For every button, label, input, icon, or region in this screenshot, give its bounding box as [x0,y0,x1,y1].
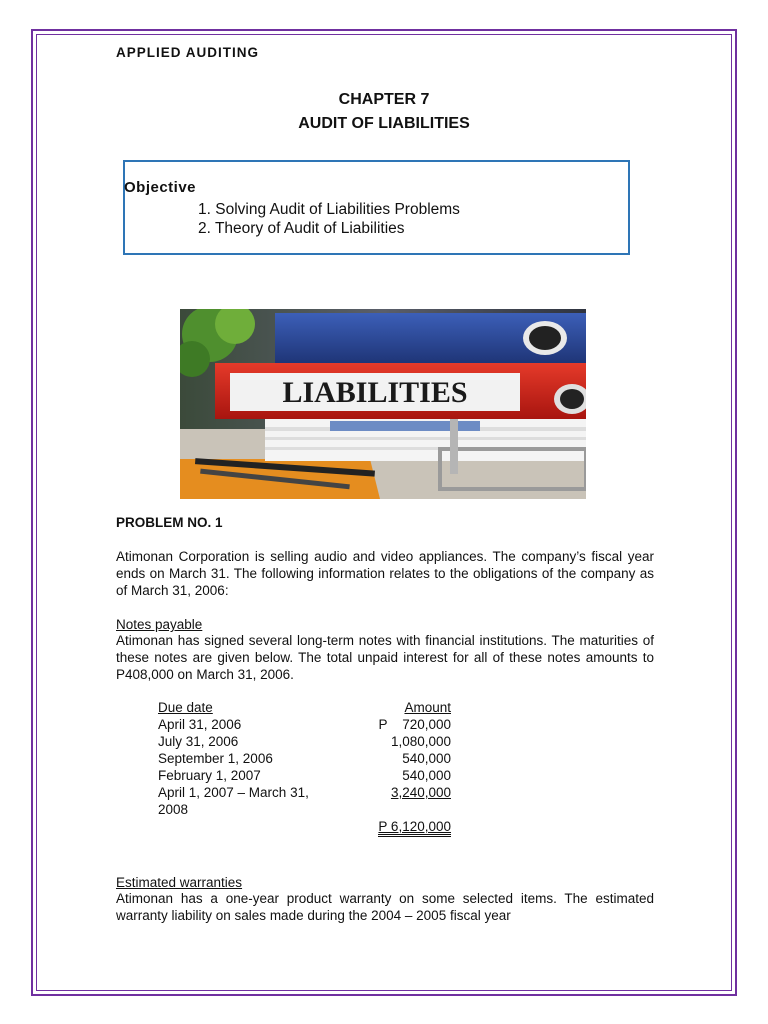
table-row-date: July 31, 2006 [158,734,239,749]
table-row-amount: 540,000 [402,768,451,783]
table-total [364,818,451,837]
notes-payable-heading: Notes payable [116,617,203,632]
notes-payable-text: Atimonan has signed several long-term notes with financial institutions. The maturities of these notes are given below. The total unpaid interest for all of these notes amounts to P408,000 on March 31, 2006. [116,633,654,682]
table-row-date: September 1, 2006 [158,751,273,766]
table-row-date: February 1, 2007 [158,768,261,783]
chapter-title: AUDIT OF LIABILITIES [298,115,470,132]
table-row-date: April 1, 2007 – March 31, [158,785,309,800]
table-row-amount: P 720,000 [378,717,451,732]
estimated-warranties-text: Atimonan has a one-year product warranty on some selected items. The estimated warranty liability on sales made during the 2004 – 2005 fiscal year [116,891,654,923]
chapter-number: CHAPTER 7 [338,91,430,108]
table-row-date: April 31, 2006 [158,717,242,732]
objective-label: Objective [124,179,197,196]
objective-item: 2. Theory of Audit of Liabilities [198,220,405,237]
objective-item: 1. Solving Audit of Liabilities Problems [198,201,460,218]
table-row-amount: 540,000 [402,751,451,766]
table-row-amount: 3,240,000 [390,785,451,800]
table-header-due-date: Due date [158,700,213,715]
table-row-date-continued: 2008 [158,802,189,817]
estimated-warranties-heading: Estimated warranties [116,875,243,890]
problem-title: PROBLEM NO. 1 [116,515,223,530]
course-header: APPLIED AUDITING [116,45,260,60]
liabilities-binders-image [180,309,586,499]
binder-label: LIABILITIES [282,376,468,409]
table-total-value: P 6,120,000 [378,820,451,837]
table-header-amount: Amount [404,700,451,715]
table-row-amount: 1,080,000 [390,734,451,749]
problem-intro: Atimonan Corporation is selling audio and video appliances. The company’s fiscal year ends on March 31. The following information relates to the obligations of the company as of March 31, 2006: [116,549,654,598]
